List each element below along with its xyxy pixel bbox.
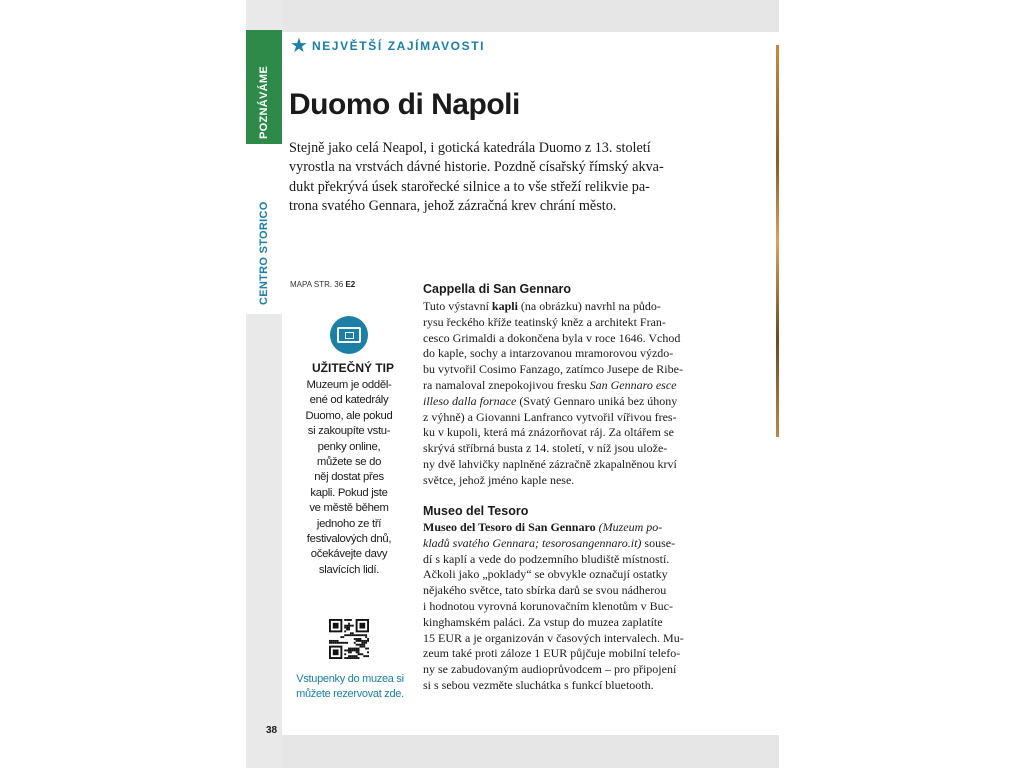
- section-heading-cappella: Cappella di San Gennaro: [423, 282, 571, 296]
- body-line: [423, 599, 743, 615]
- body-line: [423, 331, 743, 347]
- body-line: [423, 457, 743, 473]
- body-line: [423, 552, 743, 568]
- text-run: cesco Grimaldi a dokončena byla v roce 1646. Vchod: [423, 330, 681, 345]
- qr-code-icon[interactable]: [329, 619, 369, 659]
- text-run: do kaple, sochy a intarzovanou mramorovou výzdo-: [423, 346, 674, 361]
- page-number: 38: [266, 725, 278, 736]
- body-line: [423, 646, 743, 662]
- body-line: [423, 394, 743, 410]
- text-run: nějakého světce, tato sbírka darů se svou nádherou: [423, 583, 667, 598]
- tip-line: ené od katedrály: [309, 394, 389, 407]
- intro-line: Stejně jako celá Neapol, i gotická katedrála Duomo z 13. století: [289, 140, 651, 156]
- text-run: skrývá stříbrná busta z 14. století, v níž jsou ulože-: [423, 441, 668, 456]
- body-line: [423, 583, 743, 599]
- tip-line: kapli. Pokud jste: [310, 486, 388, 499]
- body-line: [423, 567, 743, 583]
- body-line: [423, 441, 743, 457]
- italic-term: San Gennaro esce: [589, 377, 677, 392]
- body-line: [423, 315, 743, 331]
- tip-line: můžete se do: [316, 456, 382, 469]
- page-title: Duomo di Napoli: [289, 88, 520, 121]
- facing-page-edge: [776, 45, 779, 437]
- highlight-label: [290, 36, 485, 56]
- tip-heading: UŽITEČNÝ TIP: [312, 361, 395, 375]
- map-grid-ref: E2: [345, 280, 356, 289]
- body-line: [423, 473, 743, 489]
- map-label: MAPA STR. 36: [290, 280, 344, 289]
- tip-line: festivalových dnů,: [306, 533, 392, 546]
- highlight-text: NEJVĚTŠÍ ZAJÍMAVOSTI: [311, 39, 486, 53]
- text-run: souse-: [641, 535, 676, 550]
- italic-term: illeso dalla fornace: [423, 393, 517, 408]
- bottom-margin-band: [282, 735, 779, 768]
- text-run: bu vytvořil Cosimo Fanzago, zatímco Jusepe de Ribe-: [423, 362, 683, 377]
- tip-line: si zakoupíte vstu-: [307, 425, 391, 438]
- italic-term: (Muzeum po-: [595, 520, 663, 534]
- section-heading-museo: Museo del Tesoro: [423, 504, 529, 518]
- body-line: [423, 299, 743, 315]
- text-run: světce, jehož jméno kaple nese.: [423, 472, 575, 487]
- text-run: rysu řeckého kříže teatinský kněz a architekt Fran-: [423, 314, 666, 329]
- body-line: [423, 520, 743, 536]
- section-body-museo: [423, 520, 743, 694]
- text-run: si s sebou vezměte sluchátka s funkcí bluetooth.: [423, 677, 654, 692]
- intro-line: vyrostla na vrstvách dávné historie. Pozdně císařský římský akva-: [289, 159, 664, 176]
- body-line: [423, 678, 743, 694]
- body-line: [423, 662, 743, 678]
- tip-line: jednoho ze tří: [316, 517, 382, 530]
- tip-line: očekávejte davy: [310, 548, 388, 561]
- text-run: ra namaloval znepokojivou fresku: [423, 377, 590, 392]
- bold-term: Museo del Tesoro di San Gennaro: [423, 520, 596, 534]
- body-line: [423, 346, 743, 362]
- tab-label-poznavame: POZNÁVÁME: [258, 66, 270, 139]
- text-run: dí s kaplí a vede do podzemního bludiště místností.: [423, 551, 670, 566]
- tab-label-centro-storico: CENTRO STORICO: [258, 201, 270, 305]
- intro-line: dukt překrývá úsek starořecké silnice a to vše střeží relikvie pa-: [289, 178, 650, 195]
- tip-line: ve městě během: [309, 502, 389, 515]
- qr-caption-line: Vstupenky do muzea si: [296, 673, 404, 685]
- top-margin-band: [282, 0, 779, 32]
- text-run: (na obrázku) navrhl na půdo-: [517, 299, 661, 313]
- tip-line: Muzeum je odděl-: [306, 379, 392, 391]
- tip-line: slavících lidí.: [318, 563, 380, 576]
- body-line: [423, 536, 743, 552]
- italic-term: kladů svatého Gennara; tesorosangennaro.it): [423, 535, 642, 550]
- qr-caption-line: můžete rezervovat zde.: [296, 688, 404, 700]
- tip-line: něj dostat přes: [314, 471, 384, 484]
- body-line: [423, 615, 743, 631]
- body-line: [423, 410, 743, 426]
- tip-line: Duomo, ale pokud: [305, 409, 393, 422]
- body-line: [423, 631, 743, 647]
- qr-caption: [290, 672, 410, 702]
- tip-line: penky online,: [317, 440, 381, 453]
- text-run: ny dvě lahvičky naplněné zázračně zkapalněnou krví: [423, 456, 677, 471]
- text-run: Ačkoli jako „poklady“ se obvykle označují ostatky: [423, 567, 668, 582]
- tip-text: [292, 378, 406, 578]
- text-run: Tuto výstavní: [423, 299, 492, 313]
- section-body-cappella: [423, 299, 743, 489]
- text-run: kinghamském paláci. Za vstup do muzea zaplatíte: [423, 614, 663, 629]
- text-run: i hodnotou vyrovná korunovačním klenotům v Buc-: [423, 598, 673, 613]
- star-icon: ★: [290, 35, 308, 57]
- ticket-icon: [330, 316, 368, 354]
- body-line: [423, 425, 743, 441]
- text-run: ny se zabudovaným audioprůvodcem – pro připojení: [423, 662, 677, 677]
- map-reference: [290, 280, 355, 289]
- text-run: (Svatý Gennaro uniká bez úhony: [516, 393, 678, 408]
- intro-line: trona svatého Gennara, jehož zázračná krev chrání město.: [289, 197, 617, 214]
- text-run: zeum také proti záloze 1 EUR půjčuje mobilní telefo-: [423, 646, 681, 661]
- intro-paragraph: [289, 139, 751, 216]
- text-run: 15 EUR a je organizován v časových intervalech. Mu-: [423, 630, 684, 645]
- body-line: [423, 378, 743, 394]
- body-line: [423, 362, 743, 378]
- text-run: z výhně) a Giovanni Lanfranco vytvořil vířivou fres-: [423, 409, 677, 424]
- bold-term: kapli: [491, 299, 518, 313]
- text-run: ku v kupoli, která má znázorňovat ráj. Za oltářem se: [423, 425, 674, 440]
